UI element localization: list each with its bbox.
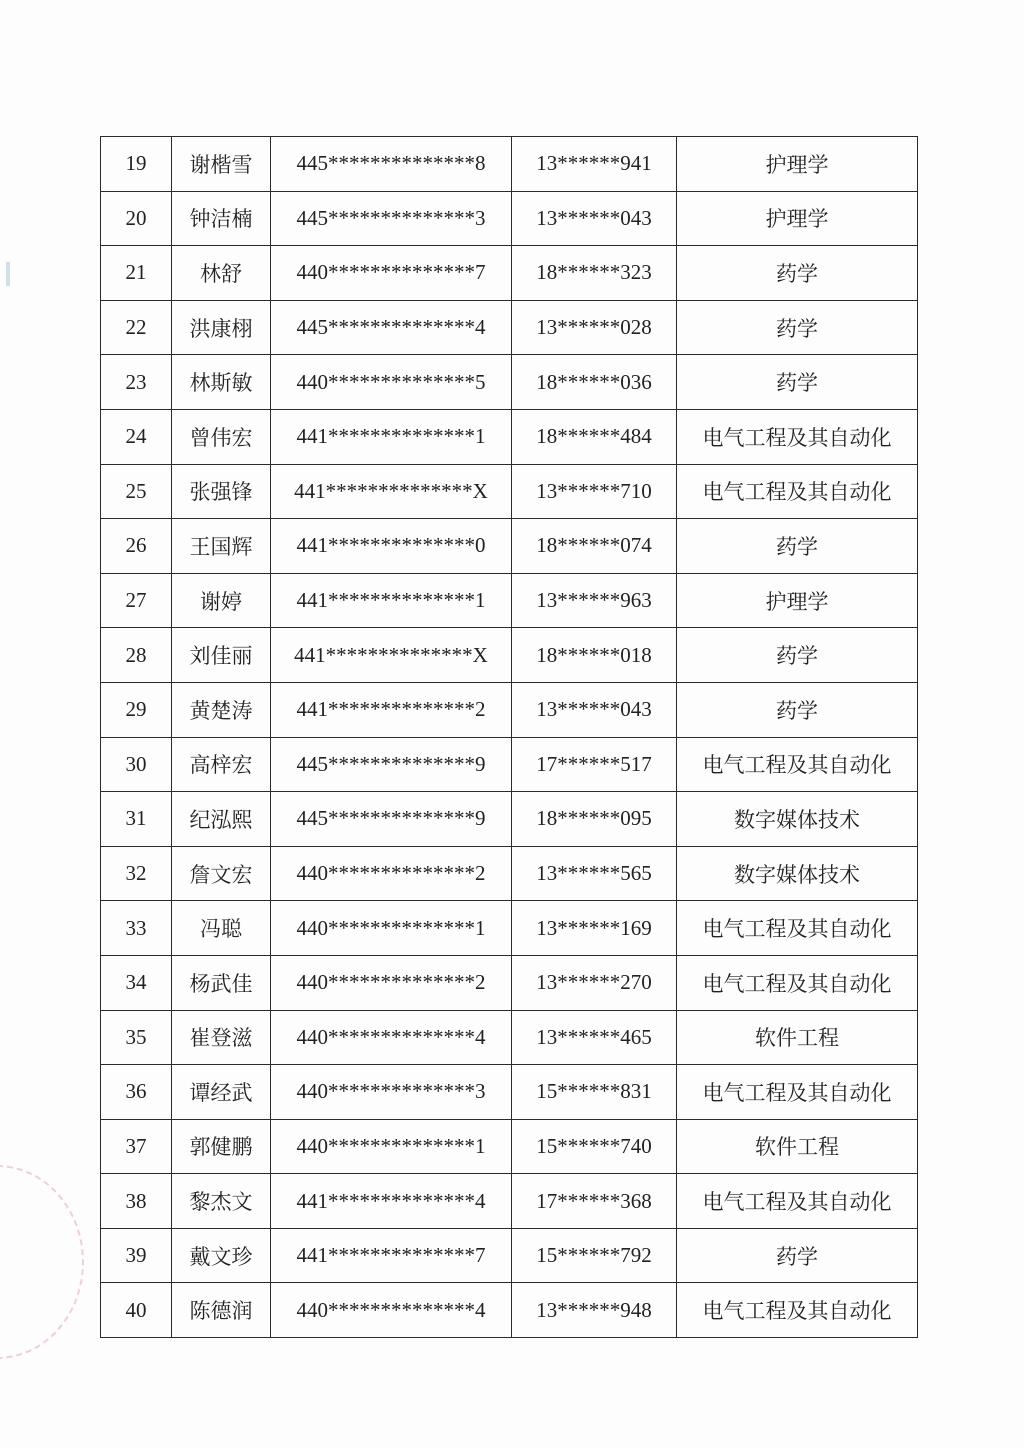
name-cell: 洪康栩: [172, 300, 271, 355]
name-cell: 纪泓熙: [172, 792, 271, 847]
name-cell: 谢楷雪: [172, 137, 271, 192]
id-number-cell: 441**************4: [271, 1174, 512, 1229]
name-cell: 冯聪: [172, 901, 271, 956]
name-cell: 高梓宏: [172, 737, 271, 792]
row-number-cell: 36: [101, 1065, 172, 1120]
major-cell: 护理学: [677, 573, 918, 628]
name-cell: 陈德润: [172, 1283, 271, 1338]
row-number-cell: 23: [101, 355, 172, 410]
phone-cell: 13******270: [512, 955, 677, 1010]
table-row: [101, 409, 918, 464]
id-number-cell: 440**************4: [271, 1283, 512, 1338]
table-row: [101, 246, 918, 301]
table-row: [101, 1228, 918, 1283]
major-cell: 电气工程及其自动化: [677, 1174, 918, 1229]
major-cell: 电气工程及其自动化: [677, 1065, 918, 1120]
name-cell: 郭健鹏: [172, 1119, 271, 1174]
phone-cell: 18******323: [512, 246, 677, 301]
phone-cell: 13******963: [512, 573, 677, 628]
name-cell: 崔登滋: [172, 1010, 271, 1065]
major-cell: 电气工程及其自动化: [677, 901, 918, 956]
major-cell: 数字媒体技术: [677, 846, 918, 901]
id-number-cell: 441**************1: [271, 573, 512, 628]
row-number-cell: 20: [101, 191, 172, 246]
major-cell: 药学: [677, 1228, 918, 1283]
name-cell: 林舒: [172, 246, 271, 301]
id-number-cell: 445**************8: [271, 137, 512, 192]
table-row: [101, 792, 918, 847]
major-cell: 药学: [677, 519, 918, 574]
table-row: [101, 628, 918, 683]
id-number-cell: 441**************7: [271, 1228, 512, 1283]
table-row: [101, 137, 918, 192]
name-cell: 詹文宏: [172, 846, 271, 901]
name-cell: 钟洁楠: [172, 191, 271, 246]
row-number-cell: 33: [101, 901, 172, 956]
table-row: [101, 355, 918, 410]
row-number-cell: 28: [101, 628, 172, 683]
phone-cell: 13******565: [512, 846, 677, 901]
table-row: [101, 846, 918, 901]
phone-cell: 13******028: [512, 300, 677, 355]
phone-cell: 13******043: [512, 191, 677, 246]
phone-cell: 17******368: [512, 1174, 677, 1229]
row-number-cell: 38: [101, 1174, 172, 1229]
major-cell: 药学: [677, 682, 918, 737]
row-number-cell: 19: [101, 137, 172, 192]
major-cell: 电气工程及其自动化: [677, 409, 918, 464]
id-number-cell: 440**************2: [271, 846, 512, 901]
id-number-cell: 441**************2: [271, 682, 512, 737]
phone-cell: 13******941: [512, 137, 677, 192]
id-number-cell: 440**************2: [271, 955, 512, 1010]
phone-cell: 15******740: [512, 1119, 677, 1174]
table-row: [101, 955, 918, 1010]
row-number-cell: 31: [101, 792, 172, 847]
table-row: [101, 464, 918, 519]
name-cell: 王国辉: [172, 519, 271, 574]
major-cell: 软件工程: [677, 1010, 918, 1065]
table-row: [101, 1283, 918, 1338]
major-cell: 软件工程: [677, 1119, 918, 1174]
phone-cell: 15******792: [512, 1228, 677, 1283]
name-cell: 张强锋: [172, 464, 271, 519]
name-cell: 谢婷: [172, 573, 271, 628]
row-number-cell: 21: [101, 246, 172, 301]
phone-cell: 18******036: [512, 355, 677, 410]
row-number-cell: 26: [101, 519, 172, 574]
id-number-cell: 440**************7: [271, 246, 512, 301]
phone-cell: 13******043: [512, 682, 677, 737]
row-number-cell: 32: [101, 846, 172, 901]
phone-cell: 18******095: [512, 792, 677, 847]
table-row: [101, 1119, 918, 1174]
official-seal-stamp: [0, 1165, 84, 1359]
phone-cell: 18******484: [512, 409, 677, 464]
row-number-cell: 37: [101, 1119, 172, 1174]
row-number-cell: 34: [101, 955, 172, 1010]
id-number-cell: 441**************X: [271, 628, 512, 683]
major-cell: 数字媒体技术: [677, 792, 918, 847]
major-cell: 护理学: [677, 137, 918, 192]
id-number-cell: 445**************9: [271, 792, 512, 847]
phone-cell: 18******018: [512, 628, 677, 683]
name-cell: 黄楚涛: [172, 682, 271, 737]
id-number-cell: 445**************4: [271, 300, 512, 355]
scan-edge-mark: [6, 262, 10, 286]
row-number-cell: 35: [101, 1010, 172, 1065]
phone-cell: 13******948: [512, 1283, 677, 1338]
name-cell: 刘佳丽: [172, 628, 271, 683]
major-cell: 药学: [677, 300, 918, 355]
id-number-cell: 440**************5: [271, 355, 512, 410]
table-row: [101, 300, 918, 355]
row-number-cell: 40: [101, 1283, 172, 1338]
row-number-cell: 24: [101, 409, 172, 464]
row-number-cell: 22: [101, 300, 172, 355]
table-row: [101, 191, 918, 246]
name-cell: 杨武佳: [172, 955, 271, 1010]
id-number-cell: 441**************0: [271, 519, 512, 574]
name-cell: 戴文珍: [172, 1228, 271, 1283]
table-row: [101, 1065, 918, 1120]
id-number-cell: 445**************3: [271, 191, 512, 246]
major-cell: 电气工程及其自动化: [677, 955, 918, 1010]
id-number-cell: 440**************1: [271, 901, 512, 956]
table-row: [101, 1174, 918, 1229]
id-number-cell: 440**************3: [271, 1065, 512, 1120]
table-row: [101, 519, 918, 574]
major-cell: 护理学: [677, 191, 918, 246]
row-number-cell: 29: [101, 682, 172, 737]
table-row: [101, 573, 918, 628]
id-number-cell: 441**************1: [271, 409, 512, 464]
name-cell: 黎杰文: [172, 1174, 271, 1229]
row-number-cell: 39: [101, 1228, 172, 1283]
row-number-cell: 25: [101, 464, 172, 519]
major-cell: 电气工程及其自动化: [677, 737, 918, 792]
student-roster-table: [100, 136, 918, 1338]
name-cell: 曾伟宏: [172, 409, 271, 464]
id-number-cell: 440**************1: [271, 1119, 512, 1174]
id-number-cell: 441**************X: [271, 464, 512, 519]
major-cell: 电气工程及其自动化: [677, 464, 918, 519]
table-row: [101, 682, 918, 737]
phone-cell: 15******831: [512, 1065, 677, 1120]
major-cell: 电气工程及其自动化: [677, 1283, 918, 1338]
major-cell: 药学: [677, 628, 918, 683]
id-number-cell: 440**************4: [271, 1010, 512, 1065]
major-cell: 药学: [677, 355, 918, 410]
row-number-cell: 30: [101, 737, 172, 792]
row-number-cell: 27: [101, 573, 172, 628]
table-row: [101, 1010, 918, 1065]
phone-cell: 13******465: [512, 1010, 677, 1065]
phone-cell: 13******710: [512, 464, 677, 519]
major-cell: 药学: [677, 246, 918, 301]
phone-cell: 17******517: [512, 737, 677, 792]
id-number-cell: 445**************9: [271, 737, 512, 792]
phone-cell: 13******169: [512, 901, 677, 956]
name-cell: 林斯敏: [172, 355, 271, 410]
name-cell: 谭经武: [172, 1065, 271, 1120]
roster-table-body: [101, 137, 918, 1338]
table-row: [101, 737, 918, 792]
table-row: [101, 901, 918, 956]
phone-cell: 18******074: [512, 519, 677, 574]
